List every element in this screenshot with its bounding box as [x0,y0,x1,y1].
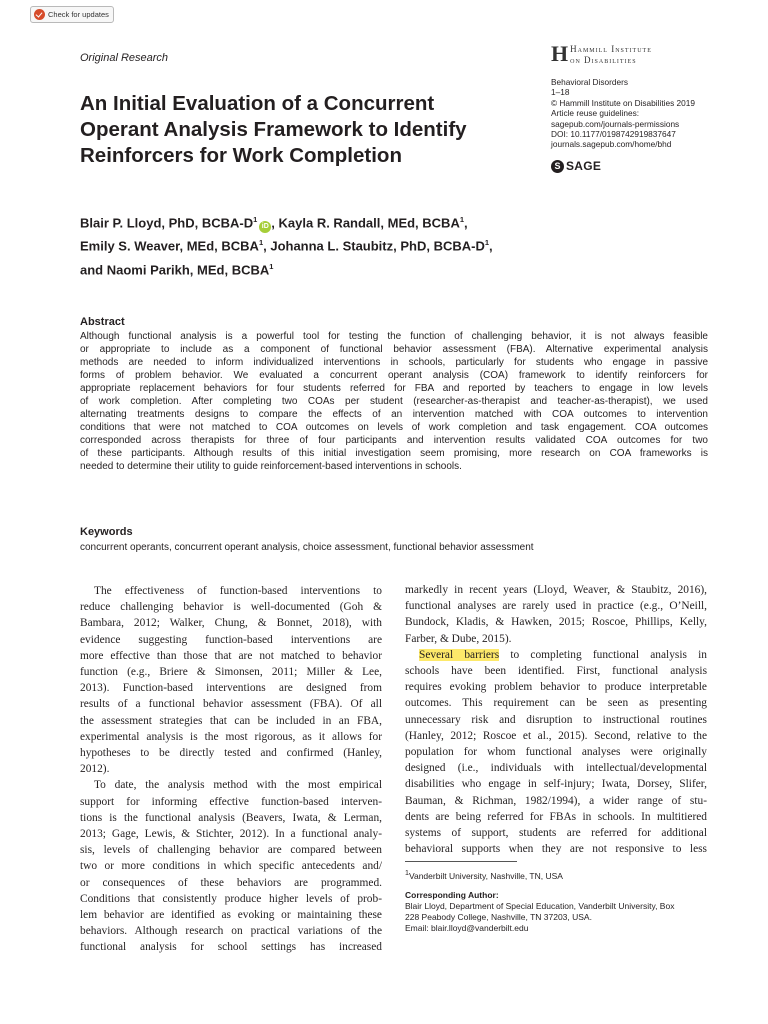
author-line [80,210,493,233]
check-for-updates-label: Check for updates [48,10,109,19]
title-line: Operant Analysis Framework to Identify [80,118,467,141]
sage-icon: S [551,160,564,173]
body-column-right [405,582,707,857]
body-line: To date, the analysis method with the most empirical [94,779,382,792]
body-line: requires evoking problem behavior to produce interpretable [405,681,707,694]
sage-logo [551,159,601,173]
body-column-left [80,583,382,956]
abstract-heading: Abstract [80,316,125,328]
permissions-link[interactable]: sagepub.com/journals-permissions [551,118,680,129]
publisher-logo [551,41,652,66]
corresponding-author-heading: Corresponding Author: [405,889,499,900]
article-title [80,91,540,169]
body-line: Bundock, Kladis, & Hawken, 2015; Roscoe, Phillips, Kelly, [405,616,707,629]
corresponding-author-line: Blair Lloyd, Department of Special Education, Vanderbilt University, Box [405,900,675,911]
body-line: systems of support, students are referred for additional [405,827,707,840]
highlighted-text[interactable]: Several barriers [419,648,500,661]
body-line: designed (i.e., individuals with intellectual/developmental [405,762,707,775]
author-weaver: Emily S. Weaver, MEd, BCBA [80,238,259,254]
body-line: support for informing effective function-based interven- [80,795,382,808]
author-staubitz: , Johanna L. Staubitz, PhD, BCBA-D [263,238,485,254]
abstract-line: methods are needed to inform individualized interventions in schools, particularly for students who engage in passive [80,357,708,368]
body-line [405,647,707,663]
abstract-body [80,330,708,473]
body-line: experimental analysis is the most rigorous, as it allows for [80,730,382,743]
body-line: unnecessary risk and disruption to instructional routines [405,713,707,726]
body-line: behaviors. Although research on practical variations of the [80,925,382,938]
affiliation-text: Vanderbilt University, Nashville, TN, USA [408,870,563,881]
affiliation-mark: 1 [258,238,264,248]
author-randall: , Kayla R. Randall, MEd, BCBA [271,215,460,231]
footnote-divider [405,861,517,862]
journal-name: Behavioral Disorders [551,77,629,87]
body-line: Conditions that consistently produce higher levels of prob- [80,892,382,905]
body-line: evidence suggesting function-based interventions are [80,633,382,646]
footnote [405,868,674,934]
body-line: hypotheses to be directly tested and confirmed (Hanley, [80,747,382,760]
author-separator: , [464,215,468,231]
orcid-icon[interactable]: iD [259,221,271,233]
author-separator: , [489,238,493,254]
body-line: reduce challenging behavior is well-documented (Goh & [80,601,382,614]
body-line: functional analysis for school settings has increased [80,941,382,954]
body-line: more effective than those that are not matched to behavior [80,649,382,662]
affiliation-note [405,868,674,882]
body-line: Bauman, & Richman, 1982/1994), a wider range of stu- [405,794,707,807]
keywords-heading: Keywords [80,526,133,538]
corresponding-author-line: 228 Peabody College, Nashville, TN 37203, USA. [405,911,592,922]
journal-meta [551,77,695,150]
body-line: dents are being referred for FBAs in schools. In multitiered [405,810,707,823]
abstract-line: Although functional analysis is a powerful tool for testing the function of challenging behavior, it is not always feasible [80,331,708,342]
check-updates-icon [34,9,45,20]
author-parikh: and Naomi Parikh, MEd, BCBA [80,261,270,277]
sage-label: SAGE [566,159,602,173]
abstract-line: corresponded across therapists for three of four participants and intervention results validated COA outcomes for two [80,435,708,446]
body-line: lem behavior are identified as evoking or maintaining these [80,909,382,922]
body-line: 2013). Function-based interventions are designed from [80,682,382,695]
publisher-name-line1: Hammill Institute [570,44,652,54]
keywords-list: concurrent operants, concurrent operant analysis, choice assessment, functional behavior assessment [80,542,534,553]
abstract-line: of these participants. Although results of this initial investigation seem promising, more research on COA frameworks is [80,448,708,459]
hammill-logo-mark: H [551,41,569,66]
abstract-line: alternating treatments designs to compare the effects of an intervention matched with COA outcomes to intervention [80,409,708,420]
body-line: the assessment strategies that can be included in an FBA, [80,714,382,727]
check-for-updates-button[interactable] [30,6,114,23]
body-line: two or more conditions in which specific antecedents and/ [80,860,382,873]
affiliation-mark: 1 [405,869,409,877]
body-line: Farber, & Dube, 2015). [405,632,512,645]
affiliation-mark: 1 [459,215,465,224]
article-type: Original Research [80,52,169,64]
doi[interactable]: DOI: 10.1177/0198742919837647 [551,129,676,140]
abstract-line: conditions that were not matched to COA outcomes on levels of work completion and task engagement. COA outcomes [80,422,708,433]
body-line: disabilities who engage in self-injury; Iwata, Dorsey, Slifer, [405,778,707,791]
author-line [80,257,493,280]
affiliation-mark: 1 [484,238,490,248]
title-line: Reinforcers for Work Completion [80,144,402,167]
body-line: tions is the functional analysis (Beavers, Iwata, & Lerman, [80,811,382,824]
body-line: sis, levels of challenging behavior are compared between [80,844,382,857]
publisher-name-line2: on Disabilities [570,55,637,65]
publisher-name [570,44,652,66]
page-range: 1–18 [551,87,570,98]
corresponding-author-email[interactable]: Email: blair.lloyd@vanderbilt.edu [405,922,529,933]
body-line: outcomes. This requirement can be seen as presenting [405,697,707,710]
body-line: results of a functional behavior assessment (FBA). Of all [80,698,382,711]
body-text: to completing functional analysis in [499,648,707,661]
abstract-line: needed to determine their utility to guide reinforcement-based interventions in schools. [80,461,462,472]
body-line: behavioral supports when they are not responsive to less [405,843,707,856]
journal-home-link[interactable]: journals.sagepub.com/home/bhd [551,139,672,150]
affiliation-mark: 1 [269,261,274,271]
affiliation-mark: 1 [253,215,258,224]
author-line [80,233,493,256]
body-line: markedly in recent years (Lloyd, Weaver, & Staubitz, 2016), [405,584,707,596]
body-line: function (e.g., Briere & Simonsen, 2011; Miller & Lee, [80,666,382,679]
abstract-line: forms of problem behavior. We evaluated a concurrent operant analysis (COA) framework to identify reinforcers for [80,370,708,381]
body-line: (Hanley, 2012; Roscoe et al., 2015). Second, relative to the [405,729,707,742]
body-line: or consequences of these behaviors are programmed. [80,876,382,889]
author-list [80,210,493,280]
reuse-guidelines-label: Article reuse guidelines: [551,108,640,119]
body-line: 2012). [80,763,110,776]
title-line: An Initial Evaluation of a Concurrent [80,92,435,115]
abstract-line: of work completion. After completing two COAs per student (researcher-as-therapist and teacher-as-therapist), we used [80,396,708,407]
copyright: © Hammill Institute on Disabilities 2019 [551,97,695,108]
abstract-line: appropriate replacement behaviors for four students referred for FBA and reported by teachers to engage in low levels [80,383,708,394]
abstract-line: or appropriate to include as a component of functional behavior assessment (FBA). Alternative experimental analysis [80,344,708,355]
body-line: 2013; Gage, Lewis, & Stichter, 2012). In a functional analy- [80,828,382,841]
body-line: The effectiveness of function-based interventions to [94,585,382,597]
body-line: schools have been identified. First, functional analysis [405,665,707,678]
body-line: population for whom functional analyses were originally [405,746,707,759]
body-line: functional analyses are rarely used in practice (e.g., O’Neill, [405,600,707,613]
author-lloyd: Blair P. Lloyd, PhD, BCBA-D [80,215,254,231]
body-line: Bambara, 2012; Walker, Chung, & Bonnet, 2018), with [80,617,382,630]
